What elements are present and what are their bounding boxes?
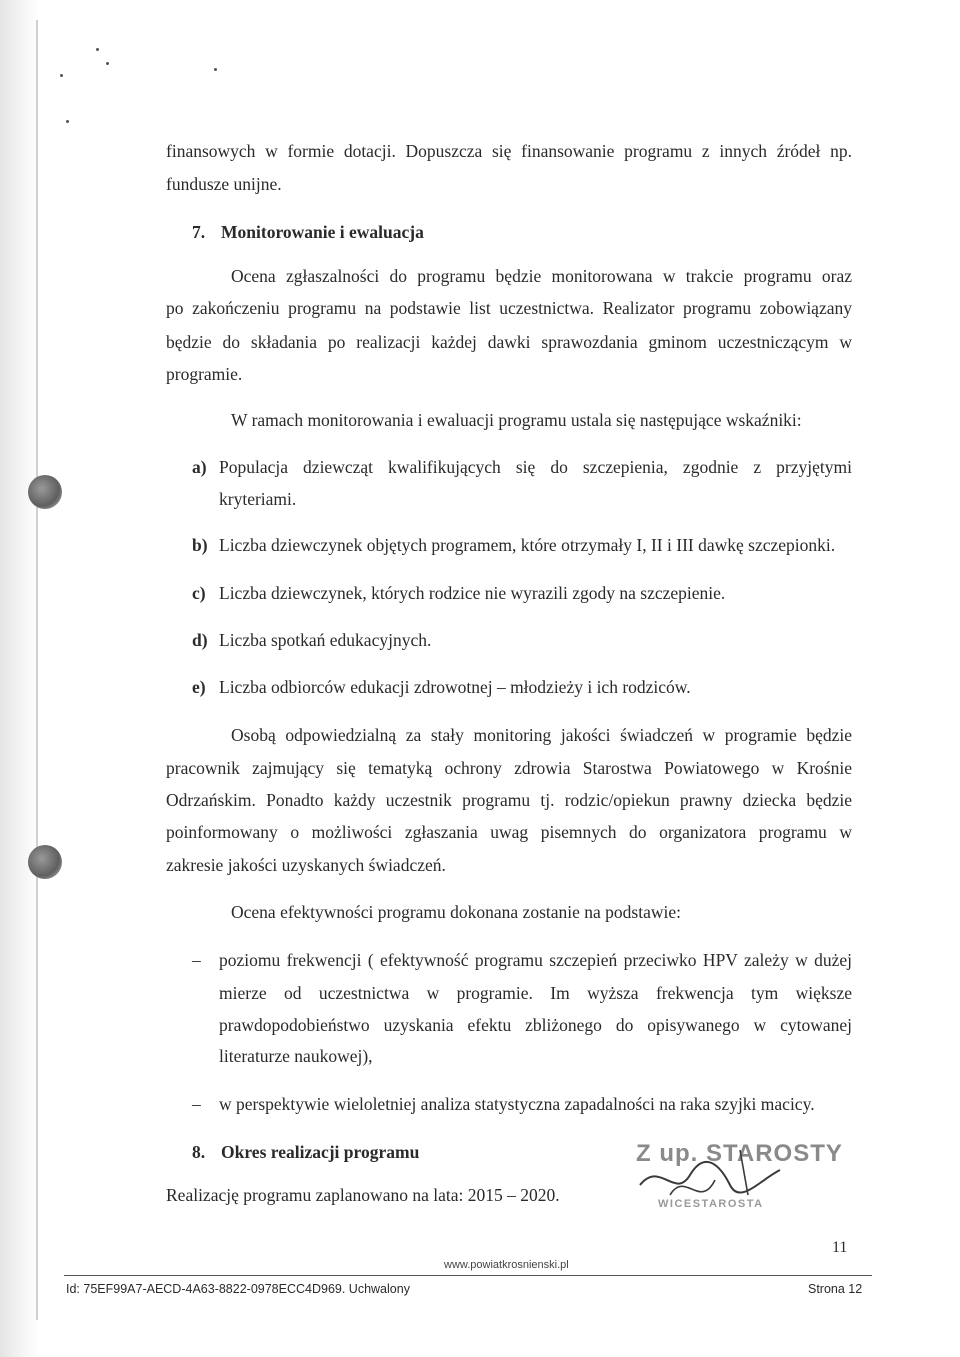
paragraph-line: Ocena efektywności programu dokonana zostanie na podstawie: xyxy=(231,902,681,922)
stamp-text-bottom: WICESTAROSTA xyxy=(658,1198,764,1210)
footer-page: Strona 12 xyxy=(808,1282,863,1296)
list-item: Liczba dziewczynek objętych programem, które otrzymały I, II i III dawkę szczepionki. xyxy=(219,535,836,555)
stamp-text-top: Z up. STAROSTY xyxy=(636,1140,843,1167)
list-item-label: c) xyxy=(192,583,206,603)
list-item: Liczba dziewczynek, których rodzice nie wyrazili zgody na szczepienie. xyxy=(219,583,726,603)
list-item: mierze od uczestnictwa w programie. Im wyższa frekwencja tym większe xyxy=(219,983,852,1003)
list-item: Liczba odbiorców edukacji zdrowotnej – młodzieży i ich rodziców. xyxy=(219,677,691,697)
section-number: 7. xyxy=(192,222,206,242)
list-item: poziomu frekwencji ( efektywność programu szczepień przeciwko HPV zależy w dużej xyxy=(219,950,852,970)
paragraph-line: W ramach monitorowania i ewaluacji programu ustala się następujące wskaźniki: xyxy=(231,410,802,430)
paragraph-line: programie. xyxy=(166,364,243,384)
scan-speck xyxy=(60,74,63,77)
scan-speck xyxy=(96,48,99,51)
scan-speck xyxy=(66,120,69,123)
scan-line xyxy=(36,20,38,1320)
paragraph-line: Ocena zgłaszalności do programu będzie monitorowana w trakcie programu oraz xyxy=(231,266,852,286)
list-dash: – xyxy=(192,950,201,970)
list-item: literaturze naukowej), xyxy=(219,1046,373,1066)
page-number: 11 xyxy=(832,1239,848,1256)
list-item-label: a) xyxy=(192,457,207,477)
paragraph-line: Realizację programu zaplanowano na lata: 2015 – 2020. xyxy=(166,1185,560,1205)
list-item: Populacja dziewcząt kwalifikujących się do szczepienia, zgodnie z przyjętymi xyxy=(219,457,852,477)
list-item: kryteriami. xyxy=(219,489,297,509)
paragraph-line: będzie do składania po realizacji każdej dawki sprawozdania gminom uczestniczącym w xyxy=(166,332,852,352)
paragraph-line: pracownik zajmujący się tematyką ochrony zdrowia Starostwa Powiatowego w Krośnie xyxy=(166,758,852,778)
paragraph-line: po zakończeniu programu na podstawie list uczestnictwa. Realizator programu zobowiązany xyxy=(166,298,852,318)
list-item-label: e) xyxy=(192,677,206,697)
punch-hole-lower xyxy=(28,845,62,879)
list-item: Liczba spotkań edukacyjnych. xyxy=(219,630,432,650)
scan-edge xyxy=(0,0,40,1357)
website-url: www.powiatkrosnienski.pl xyxy=(444,1259,569,1271)
scan-speck xyxy=(106,62,109,65)
paragraph-line: poinformowany o możliwości zgłaszania uwag pisemnych do organizatora programu w xyxy=(166,822,852,842)
scan-speck xyxy=(214,68,217,71)
punch-hole-upper xyxy=(28,475,62,509)
list-item-label: b) xyxy=(192,535,208,555)
paragraph-line: zakresie jakości uzyskanych świadczeń. xyxy=(166,855,446,875)
list-item: prawdopodobieństwo uzyskania efektu zbliżonego do opisywanego w cytowanej xyxy=(219,1015,852,1035)
paragraph-line: Odrzańskim. Ponadto każdy uczestnik programu tj. rodzic/opiekun prawny dziecka będzie xyxy=(166,790,852,810)
list-dash: – xyxy=(192,1094,201,1114)
official-stamp xyxy=(630,1140,843,1220)
footer-divider xyxy=(64,1275,872,1276)
paragraph-line: fundusze unijne. xyxy=(166,174,282,194)
document-id: Id: 75EF99A7-AECD-4A63-8822-0978ECC4D969. Uchwalony xyxy=(66,1282,410,1296)
section-title: Monitorowanie i ewaluacja xyxy=(221,222,424,242)
section-number: 8. xyxy=(192,1142,206,1162)
section-title: Okres realizacji programu xyxy=(221,1142,420,1162)
list-item-label: d) xyxy=(192,630,208,650)
list-item: w perspektywie wieloletniej analiza statystyczna zapadalności na raka szyjki macicy. xyxy=(219,1094,815,1114)
paragraph-line: finansowych w formie dotacji. Dopuszcza się finansowanie programu z innych źródeł np. xyxy=(166,141,852,161)
paragraph-line: Osobą odpowiedzialną za stały monitoring jakości świadczeń w programie będzie xyxy=(231,725,852,745)
